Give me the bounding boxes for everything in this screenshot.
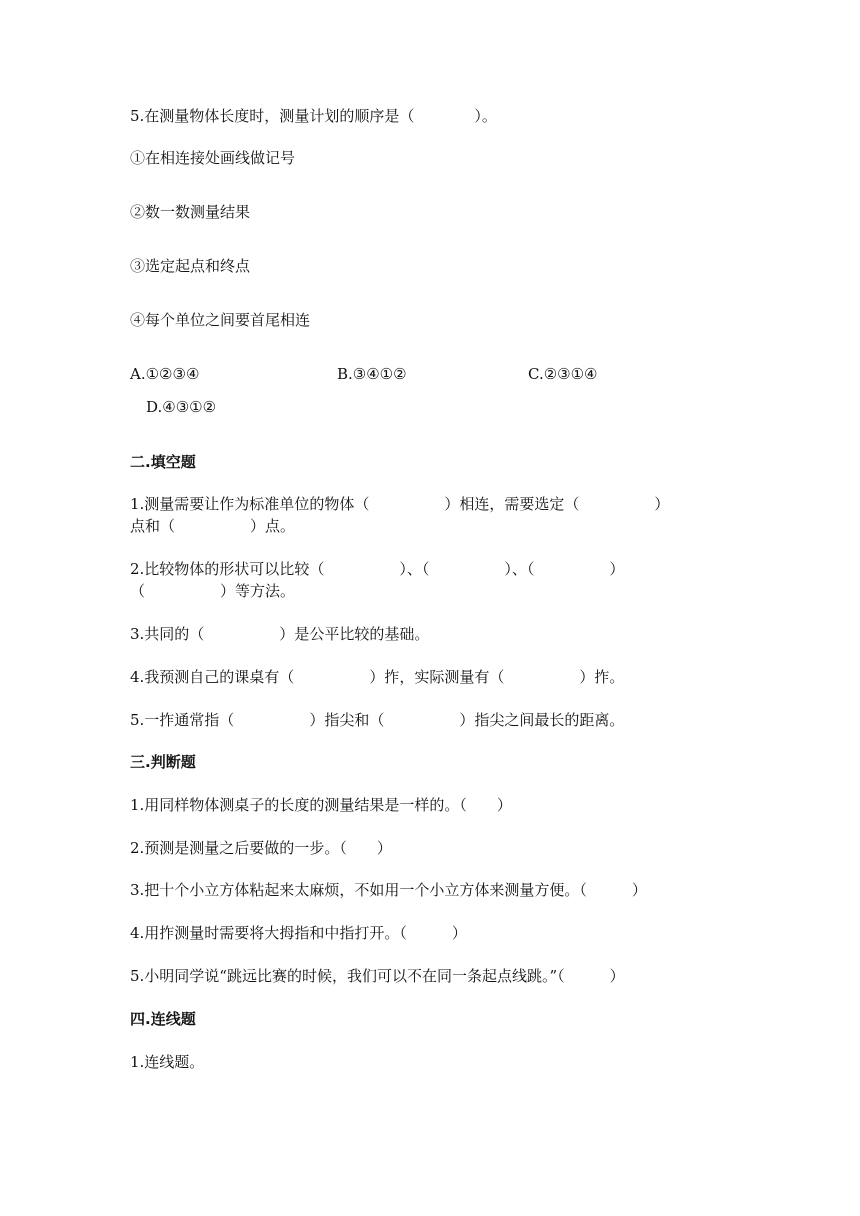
- fill-q3: 3.共同的（ ）是公平比较的基础。: [130, 625, 430, 643]
- question-5-step-3: ③选定起点和终点: [130, 257, 251, 275]
- fill-q1-line-1: 1.测量需要让作为标准单位的物体（ ）相连，需要选定（ ）: [130, 495, 670, 513]
- option-a: A.①②③④: [130, 365, 200, 383]
- judge-q1: 1.用同样物体测桌子的长度的测量结果是一样的。（ ）: [130, 796, 512, 814]
- option-d: D.④③①②: [146, 398, 217, 416]
- question-5-step-4: ④每个单位之间要首尾相连: [130, 311, 311, 329]
- question-5-stem: 5.在测量物体长度时，测量计划的顺序是（ ）。: [130, 107, 497, 125]
- judge-q2: 2.预测是测量之后要做的一步。（ ）: [130, 839, 392, 857]
- section-4-heading: 四.连线题: [130, 1010, 196, 1028]
- section-3-heading: 三.判断题: [130, 753, 196, 771]
- match-q1: 1.连线题。: [130, 1053, 205, 1071]
- fill-q4: 4.我预测自己的课桌有（ ）拃，实际测量有（ ）拃。: [130, 668, 625, 686]
- judge-q5: 5.小明同学说“跳远比赛的时候，我们可以不在同一条起点线跳。”（ ）: [130, 967, 625, 985]
- question-5-step-2: ②数一数测量结果: [130, 203, 251, 221]
- fill-q5: 5.一拃通常指（ ）指尖和（ ）指尖之间最长的距离。: [130, 711, 625, 729]
- question-5-step-1: ①在相连接处画线做记号: [130, 149, 296, 167]
- section-2-heading: 二.填空题: [130, 453, 196, 471]
- judge-q3: 3.把十个小立方体粘起来太麻烦，不如用一个小立方体来测量方便。（ ）: [130, 881, 647, 899]
- judge-q4: 4.用拃测量时需要将大拇指和中指打开。（ ）: [130, 924, 467, 942]
- option-b: B.③④①②: [337, 365, 407, 383]
- option-c: C.②③①④: [528, 365, 598, 383]
- fill-q2-line-2: （ ）等方法。: [130, 582, 296, 600]
- fill-q2-line-1: 2.比较物体的形状可以比较（ ）、（ ）、（ ）: [130, 560, 625, 578]
- fill-q1-line-2: 点和（ ）点。: [130, 517, 296, 535]
